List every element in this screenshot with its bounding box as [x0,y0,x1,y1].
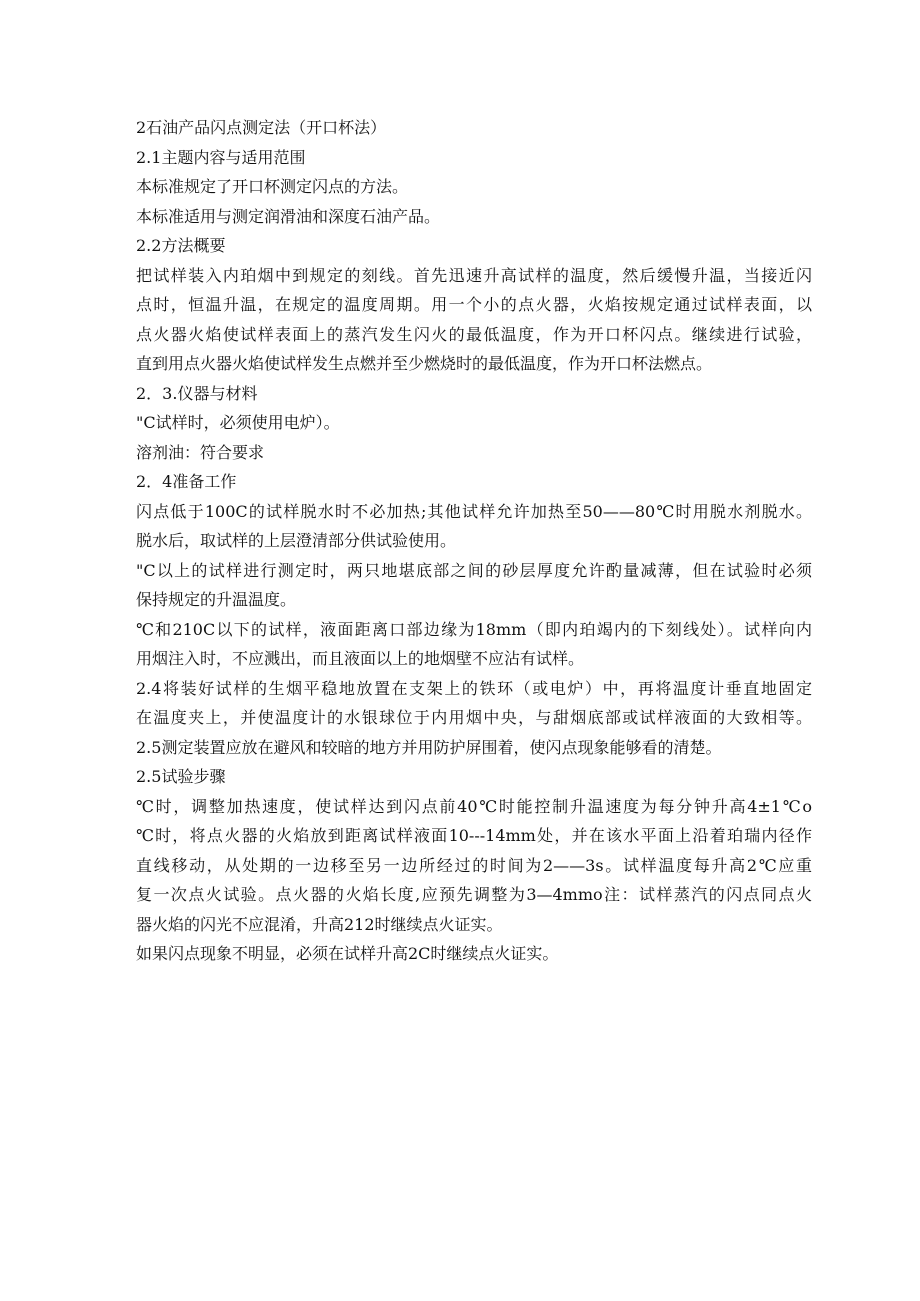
text-line: 2.4将装好试样的生烟平稳地放置在支架上的铁环（或电炉）中，再将温度计垂直地固定 [136,678,812,698]
text-line: 用烟注入时，不应溅出，而且液面以上的地烟壁不应沾有试样。 [136,649,585,668]
text-line: ℃和210C以下的试样，液面距离口部边缘为18mm（即内珀竭内的下刻线处）。试样向内 [136,619,812,639]
section-heading: 2石油产品闪点测定法（开口杯法） [136,118,387,137]
text-line: ℃时，调整加热速度，使试样达到闪点前40℃时能控制升温速度为每分钟升高4±1℃o [136,796,812,816]
text-line: 在温度夹上，并使温度计的水银球位于内用烟中央，与甜烟底部或试样液面的大致相等。 [136,708,812,727]
text-line: 器火焰的闪光不应混淆，升高212时继续点火证实。 [136,914,503,934]
text-line: 直到用点火器火焰使试样发生点燃并至少燃烧时的最低温度，作为开口杯法燃点。 [136,354,713,373]
text-line: 本标准适用与测定润滑油和深度石油产品。 [136,206,441,226]
text-line: 溶剂油：符合要求 [136,442,265,462]
text-line: 保持规定的升温温度。 [136,590,297,609]
subsection-heading: 2．3.仪器与材料 [136,383,258,403]
text-line: 脱水后，取试样的上层澄清部分供试验使用。 [136,531,457,550]
text-line: 如果闪点现象不明显，必须在试样升高2C时继续点火证实。 [136,944,559,963]
text-line: ℃时，将点火器的火焰放到距离试样液面10---14mm处，并在该水平面上沿着珀瑞内径作 [136,826,812,845]
text-line: 点时，恒温升温，在规定的温度周期。用一个小的点火器，火焰按规定通过试样表面，以 [136,295,812,314]
text-line: 复一次点火试验。点火器的火焰长度,应预先调整为3—4mmo注：试样蒸汽的闪点同点火 [136,885,812,904]
text-line: 本标准规定了开口杯测定闪点的方法。 [136,177,409,196]
text-line: 直线移动，从处期的一边移至另一边所经过的时间为2——3s。试样温度每升高2℃应重 [136,855,812,875]
text-line: 闪点低于100C的试样脱水时不必加热;其他试样允许加热至50——80℃时用脱水剂脱水。 [136,501,812,521]
subsection-heading: 2.1主题内容与适用范围 [136,147,306,167]
subsection-heading: 2.2方法概要 [136,236,226,255]
text-line: 2.5测定装置应放在避风和较暗的地方并用防护屏围着，使闪点现象能够看的清楚。 [136,737,722,757]
text-line: 点火器火焰使试样表面上的蒸汽发生闪火的最低温度，作为开口杯闪点。继续进行试验， [136,324,812,344]
text-line: 把试样装入内珀烟中到规定的刻线。首先迅速升高试样的温度，然后缓慢升温，当接近闪 [136,265,812,285]
text-line: "C试样时，必须使用电炉）。 [136,413,340,432]
subsection-heading: 2.5试验步骤 [136,767,226,786]
subsection-heading: 2．4准备工作 [136,472,237,491]
document-body [136,113,812,969]
text-line: "C以上的试样进行测定时，两只地堪底部之间的砂层厚度允许酌量减薄，但在试验时必须 [136,560,812,580]
